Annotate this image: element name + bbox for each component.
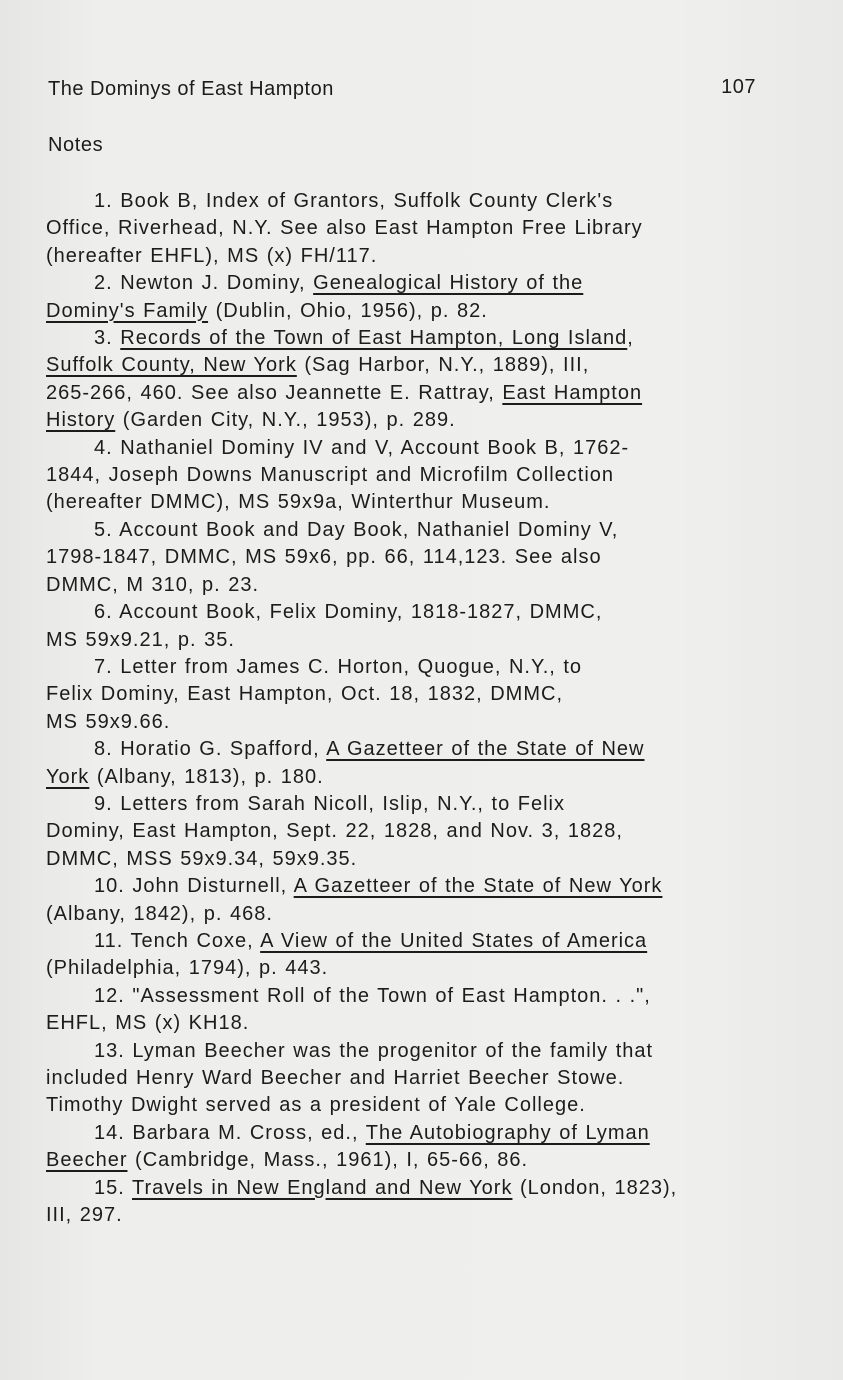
note-text: EHFL, MS (x) KH18. bbox=[46, 1012, 250, 1035]
note-line bbox=[46, 627, 786, 654]
note-line bbox=[46, 654, 786, 681]
note-line bbox=[46, 572, 786, 599]
underlined-title: The Autobiography of Lyman bbox=[365, 1121, 650, 1144]
note-line bbox=[46, 846, 786, 873]
note-line bbox=[46, 1010, 786, 1037]
note-line bbox=[46, 736, 786, 763]
underlined-title: Beecher bbox=[46, 1149, 128, 1172]
note-12 bbox=[46, 983, 786, 1038]
note-line bbox=[46, 325, 786, 352]
note-10 bbox=[46, 873, 786, 928]
note-text: , bbox=[627, 327, 634, 350]
note-line bbox=[46, 873, 786, 900]
note-text: (hereafter EHFL), MS (x) FH/117. bbox=[46, 244, 378, 267]
note-text: (Garden City, N.Y., 1953), p. 289. bbox=[115, 409, 456, 432]
note-line bbox=[46, 983, 786, 1010]
note-line bbox=[46, 1175, 786, 1202]
note-line bbox=[46, 243, 786, 270]
note-text: MS 59x9.66. bbox=[46, 710, 171, 733]
note-5 bbox=[46, 517, 786, 599]
note-line bbox=[46, 544, 786, 571]
note-text: Office, Riverhead, N.Y. See also East Hampton Free Library bbox=[46, 217, 643, 240]
note-4 bbox=[46, 435, 786, 517]
underlined-title: Dominy's Family bbox=[46, 299, 209, 322]
note-line bbox=[46, 1092, 786, 1119]
note-text: (Sag Harbor, N.Y., 1889), III, bbox=[296, 354, 590, 377]
note-line bbox=[46, 462, 786, 489]
note-text: (Albany, 1842), p. 468. bbox=[46, 902, 273, 925]
note-text: 11. Tench Coxe, bbox=[94, 929, 261, 952]
note-14 bbox=[46, 1120, 786, 1175]
note-text: 1844, Joseph Downs Manuscript and Microfilm Collection bbox=[46, 464, 615, 487]
underlined-title: Travels in New England and New York bbox=[132, 1176, 513, 1199]
note-line bbox=[46, 489, 786, 516]
note-text: 2. Newton J. Dominy, bbox=[94, 272, 314, 295]
note-7 bbox=[46, 654, 786, 736]
note-line bbox=[46, 791, 786, 818]
note-line bbox=[46, 928, 786, 955]
note-text: (Philadelphia, 1794), p. 443. bbox=[46, 957, 329, 980]
note-text: 15. bbox=[94, 1176, 132, 1199]
note-line bbox=[46, 709, 786, 736]
note-text: Dominy, East Hampton, Sept. 22, 1828, and Nov. 3, 1828, bbox=[46, 820, 623, 843]
notes-list bbox=[46, 188, 786, 1229]
underlined-title: History bbox=[46, 409, 116, 432]
note-6 bbox=[46, 599, 786, 654]
note-text: 5. Account Book and Day Book, Nathaniel Dominy V, bbox=[94, 518, 619, 541]
running-title: The Dominys of East Hampton bbox=[48, 78, 334, 100]
note-9 bbox=[46, 791, 786, 873]
note-8 bbox=[46, 736, 786, 791]
note-text: 10. John Disturnell, bbox=[94, 875, 294, 898]
notes-heading: Notes bbox=[48, 134, 104, 156]
page-number: 107 bbox=[721, 76, 756, 98]
note-text: (Cambridge, Mass., 1961), I, 65-66, 86. bbox=[127, 1149, 529, 1172]
note-11 bbox=[46, 928, 786, 983]
note-text: included Henry Ward Beecher and Harriet Beecher Stowe. bbox=[46, 1067, 625, 1089]
underlined-title: A Gazetteer of the State of New bbox=[326, 738, 645, 761]
note-text: 1. Book B, Index of Grantors, Suffolk County Clerk's bbox=[94, 190, 614, 212]
note-text: 7. Letter from James C. Horton, Quogue, N.Y., to bbox=[94, 655, 583, 678]
underlined-title: Suffolk County, New York bbox=[46, 354, 297, 377]
note-line bbox=[46, 407, 786, 434]
note-text: 1798-1847, DMMC, MS 59x6, pp. 66, 114,123. See also bbox=[46, 546, 602, 569]
note-3 bbox=[46, 325, 786, 435]
note-13 bbox=[46, 1038, 786, 1120]
note-text: 3. bbox=[94, 327, 121, 350]
note-text: (Albany, 1813), p. 180. bbox=[89, 765, 324, 788]
note-2 bbox=[46, 270, 786, 325]
note-text: 12. "Assessment Roll of the Town of East Hampton. . .", bbox=[94, 984, 651, 1007]
note-line bbox=[46, 270, 786, 297]
note-line bbox=[46, 955, 786, 982]
note-line bbox=[46, 1120, 786, 1147]
note-line bbox=[46, 599, 786, 626]
underlined-title: East Hampton bbox=[502, 381, 643, 404]
note-text: DMMC, MSS 59x9.34, 59x9.35. bbox=[46, 847, 358, 870]
note-text: 8. Horatio G. Spafford, bbox=[94, 738, 327, 761]
note-text: 14. Barbara M. Cross, ed., bbox=[94, 1121, 366, 1144]
underlined-title: A Gazetteer of the State of New York bbox=[293, 875, 663, 898]
note-text: 265-266, 460. See also Jeannette E. Rattray, bbox=[46, 381, 503, 404]
note-text: MS 59x9.21, p. 35. bbox=[46, 628, 235, 651]
note-line bbox=[46, 818, 786, 845]
note-text: DMMC, M 310, p. 23. bbox=[46, 573, 260, 596]
note-line bbox=[46, 1202, 786, 1229]
underlined-title: A View of the United States of America bbox=[260, 929, 648, 952]
note-line bbox=[46, 352, 786, 379]
note-text: (hereafter DMMC), MS 59x9a, Winterthur Museum. bbox=[46, 491, 551, 514]
underlined-title: Records of the Town of East Hampton, Long Island bbox=[120, 327, 628, 350]
note-1 bbox=[46, 188, 786, 270]
note-line bbox=[46, 380, 786, 407]
note-line bbox=[46, 1147, 786, 1174]
note-line bbox=[46, 188, 786, 215]
note-text: 6. Account Book, Felix Dominy, 1818-1827, DMMC, bbox=[94, 601, 603, 624]
note-line bbox=[46, 681, 786, 708]
note-line bbox=[46, 1038, 786, 1065]
note-line bbox=[46, 435, 786, 462]
note-line bbox=[46, 901, 786, 928]
note-text: 4. Nathaniel Dominy IV and V, Account Book B, 1762- bbox=[94, 436, 630, 459]
underlined-title: Genealogical History of the bbox=[313, 272, 584, 295]
running-head bbox=[48, 78, 756, 101]
note-line bbox=[46, 1065, 786, 1092]
note-text: (London, 1823), bbox=[512, 1176, 678, 1199]
note-text: III, 297. bbox=[46, 1204, 123, 1227]
note-text: Felix Dominy, East Hampton, Oct. 18, 1832, DMMC, bbox=[46, 683, 564, 706]
underlined-title: York bbox=[46, 765, 90, 788]
note-text: (Dublin, Ohio, 1956), p. 82. bbox=[208, 299, 488, 322]
note-15 bbox=[46, 1175, 786, 1230]
note-text: 13. Lyman Beecher was the progenitor of the family that bbox=[94, 1039, 654, 1062]
note-line bbox=[46, 215, 786, 242]
note-line bbox=[46, 298, 786, 325]
note-line bbox=[46, 764, 786, 791]
note-text: Timothy Dwight served as a president of Yale College. bbox=[46, 1094, 586, 1117]
note-text: 9. Letters from Sarah Nicoll, Islip, N.Y., to Felix bbox=[94, 792, 566, 815]
note-line bbox=[46, 517, 786, 544]
